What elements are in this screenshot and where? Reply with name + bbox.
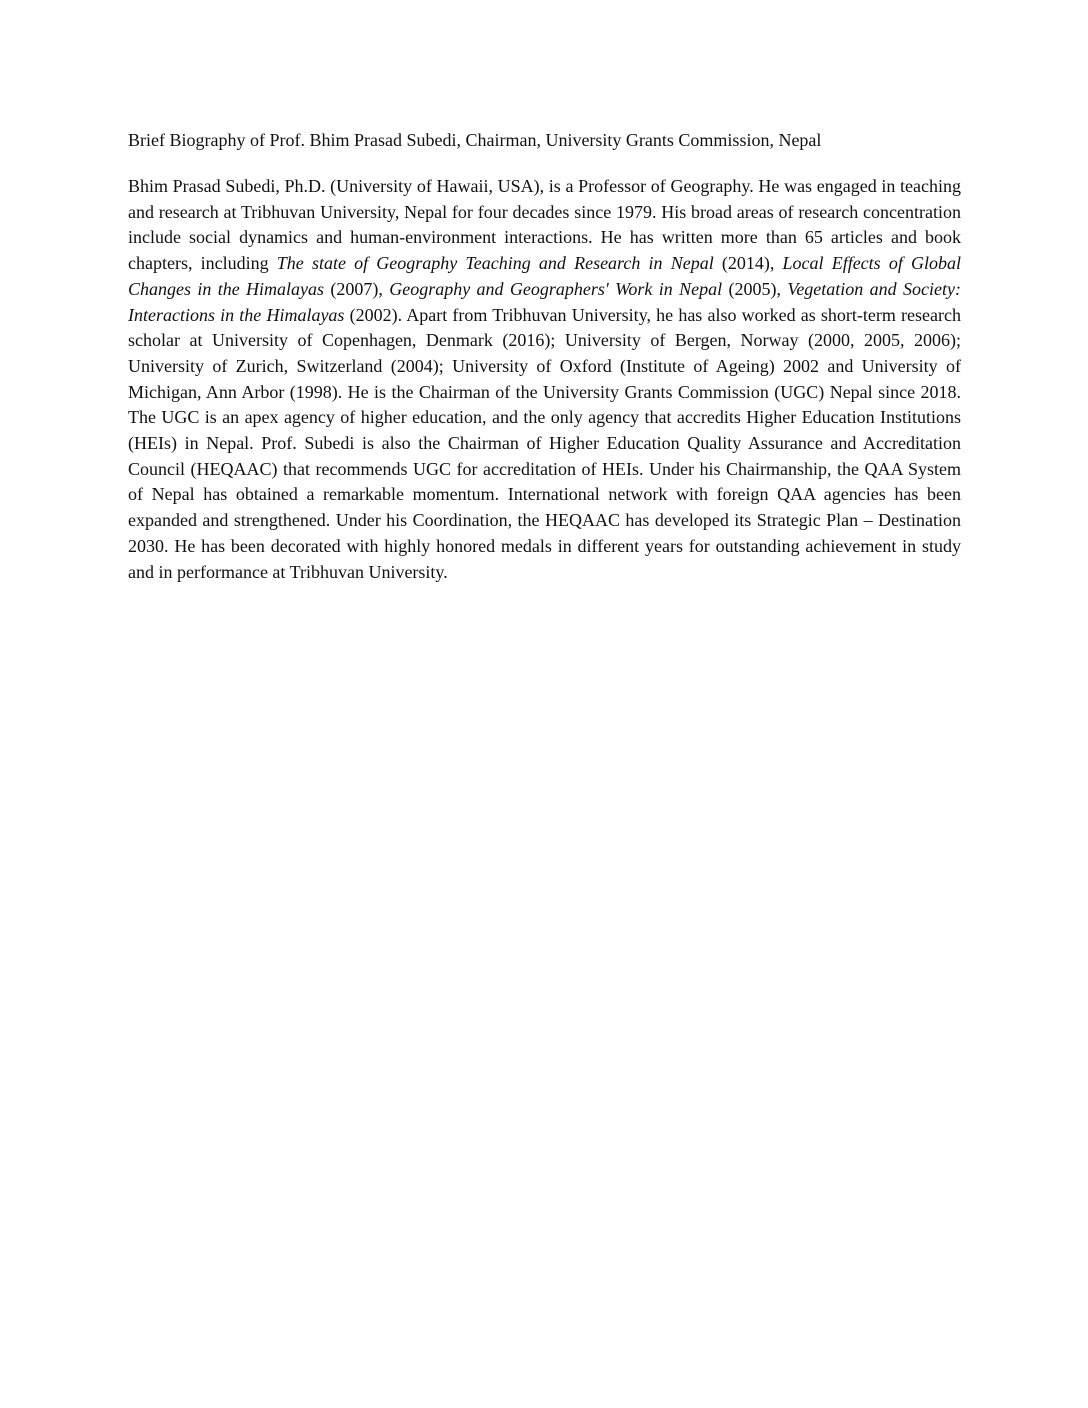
bio-text-year: (2014),	[713, 253, 783, 274]
bio-work-title: Vegetation and Society: Interactions in the Himalayas	[128, 278, 961, 325]
bio-work-title: Local Effects of Global Changes in the Himalayas	[128, 253, 962, 299]
document-title: Brief Biography of Prof. Bhim Prasad Subedi, Chairman, University Grants Commission, Nepal	[128, 130, 822, 150]
biography-paragraph	[128, 174, 961, 585]
bio-text-year: (2005),	[722, 278, 788, 299]
bio-text-intro: Bhim Prasad Subedi, Ph.D. (University of Hawaii, USA), is a Professor of Geography. He was engaged in teaching and research at Tribhuvan University, Nepal for four decades since 1979. His broad areas of research concentration include social dynamics and human-environment interactions. He has written more than 65 articles and book chapters, including	[128, 176, 961, 274]
bio-work-title: The state of Geography Teaching and Research in Nepal	[276, 253, 714, 274]
document-content	[128, 128, 961, 585]
bio-text-body: (2002). Apart from Tribhuvan University, he has also worked as short-term research scholar at University of Copenhagen, Denmark (2016); University of Bergen, Norway (2000, 2005, 2006); University of Zurich, Switzerland (2004); University of Oxford (Institute of Ageing) 2002 and University of Michigan, Ann Arbor (1998). He is the Chairman of the University Grants Commission (UGC) Nepal since 2018. The UGC is an apex agency of higher education, and the only agency that accredits Higher Education Institutions (HEIs) in Nepal. Prof. Subedi is also the Chairman of Higher Education Quality Assurance and Accreditation Council (HEQAAC) that recommends UGC for accreditation of HEIs. Under his Chairmanship, the QAA System of Nepal has obtained a remarkable momentum. International network with foreign QAA agencies has been expanded and strengthened. Under his Coordination, the HEQAAC has developed its Strategic Plan – Destination 2030. He has been decorated with highly honored medals in different years for outstanding achievement in study and in performance at Tribhuvan University.	[128, 304, 961, 582]
bio-work-title: Geography and Geographers' Work in Nepal	[389, 278, 723, 299]
bio-text-year: (2007),	[324, 278, 390, 299]
